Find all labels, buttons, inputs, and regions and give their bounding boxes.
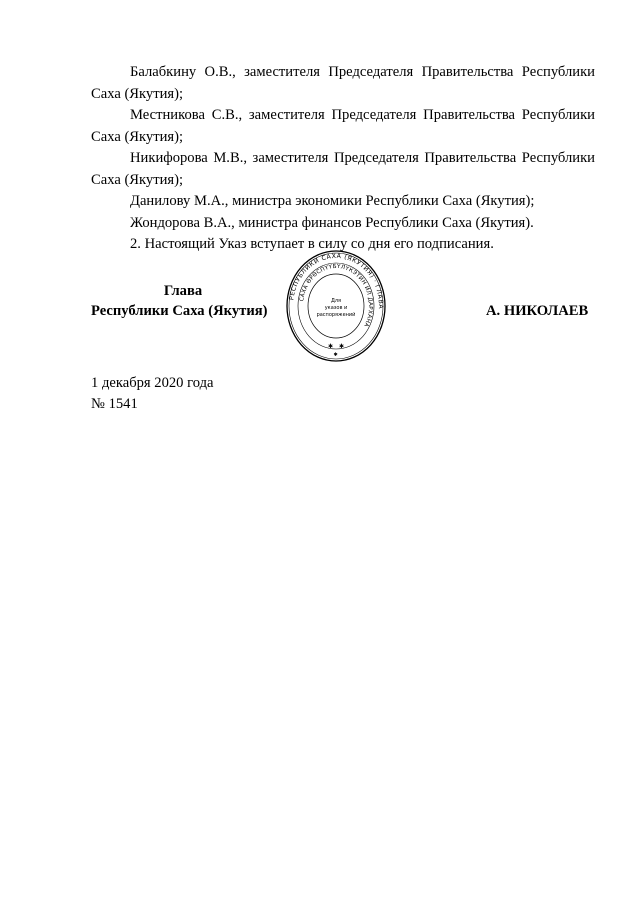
seal-center-line2: указов и [324, 305, 348, 311]
seal-center-line3: распоряжений [316, 312, 356, 318]
decree-number: № 1541 [91, 396, 138, 412]
decree-date: 1 декабря 2020 года [91, 375, 214, 391]
paragraph-3: Никифорова М.В., заместителя Председателя Правительства Республики Саха (Якутия); [91, 150, 595, 188]
seal-star-icon: ✱ [339, 344, 345, 350]
signatory-name: А. НИКОЛАЕВ [486, 303, 589, 319]
seal-inner-text: САХА ӨРӨСПҮҮБҮЛҮКЭТИН ИЛ ДАРХАНА [299, 263, 374, 328]
seal-center-line1: Для [330, 298, 342, 304]
official-seal [286, 250, 386, 362]
seal-outer-text: РЕСПУБЛИКИ САХА (ЯКУТИЯ) · ГЛАВА [288, 252, 385, 310]
paragraph-6: 2. Настоящий Указ вступает в силу со дня его подписания. [130, 236, 494, 252]
seal-star-icon: ✱ [328, 344, 334, 350]
decree-body [91, 62, 595, 256]
signature-title-line2: Республики Саха (Якутия) [91, 303, 268, 319]
paragraph-5: Жондорова В.А., министра финансов Республики Саха (Якутия). [130, 214, 534, 231]
paragraph-1: Балабкину О.В., заместителя Председателя Правительства Республики Саха (Якутия); [91, 64, 595, 102]
paragraph-2: Местникова С.В., заместителя Председателя Правительства Республики Саха (Якутия); [91, 107, 595, 145]
decree-footer [91, 373, 214, 415]
paragraph-4: Данилову М.А., министра экономики Республики Саха (Якутия); [130, 193, 535, 209]
seal-star-icon: ✱ [333, 353, 338, 358]
signature-title-line1: Глава [163, 283, 203, 299]
